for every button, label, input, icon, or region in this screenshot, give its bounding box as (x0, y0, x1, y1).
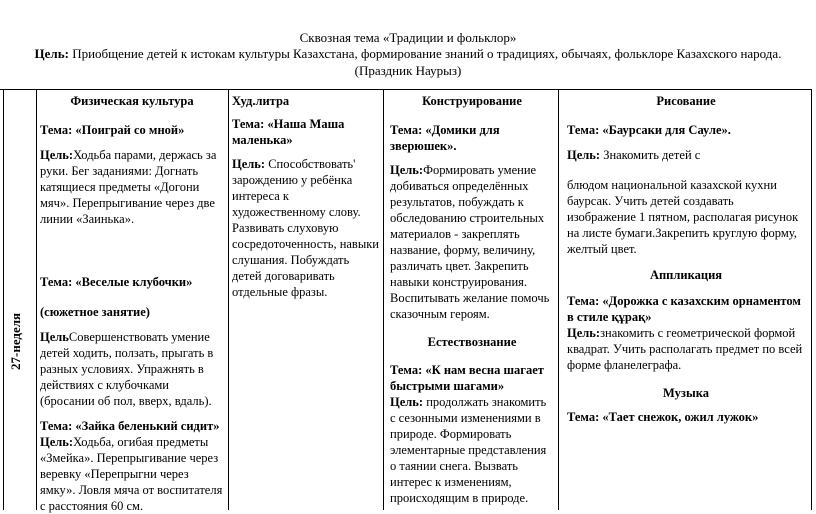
table-border-1 (36, 89, 37, 510)
goal-label: Цель: (232, 157, 266, 171)
column-drawing (567, 93, 805, 425)
table-border-4 (558, 89, 559, 510)
goal-text: Знакомить детей с (600, 148, 701, 162)
topic-2-note: (сюжетное занятие) (40, 305, 150, 319)
goal-label: Цель: (567, 326, 601, 340)
goal-1 (40, 147, 224, 227)
schedule-table (0, 89, 816, 513)
goal-1 (232, 156, 380, 300)
goal-text: Формировать умение добиваться определённых результатов, побуждать к обследованию строительных материалов - закреплять название, форму, величину, различать цвет. Закрепить навыки конструирования. Воспитывать желание помочь сказочным героям. (390, 163, 550, 321)
topic-2: Тема: «Дорожка с казахским орнаментом в стиле құрақ» (567, 294, 801, 324)
subject-title: Естествознание (427, 335, 517, 349)
column-literature (232, 93, 380, 300)
goal-label: Цель (40, 330, 69, 344)
column-physical-education (40, 93, 224, 514)
column-title: Худ.литра (232, 94, 290, 108)
goal-1-continued: блюдом национальной казахской кухни баурсак. Учить детей создавать изображение 1 пятном, располагая рисунок на листе бумаги.Закрепить круглую форму, желтый цвет. (567, 178, 799, 256)
topic-1: Тема: «Поиграй со мной» (40, 123, 185, 137)
table-border-right (811, 89, 812, 510)
topic-1: Тема: «Баурсаки для Сауле». (567, 123, 731, 137)
subject-title-2: Музыка (663, 386, 709, 400)
header-goal-text: Приобщение детей к истокам культуры Казахстана, формирование знаний о традициях, обычаях, фольклоре Казахского народа. (68, 46, 782, 61)
goal-text: Ходьба парами, держась за руки. Бег заданиями: Догнать катящиеся предметы «Догони мяч». Перепрыгивание через две линии «Заинька». (40, 148, 217, 226)
column-title: Рисование (656, 94, 716, 108)
week-label: 27-неделя (8, 312, 23, 370)
topic-3: Тема: «Зайка беленький сидит» (40, 419, 220, 433)
goal-text: Ходьба, огибая предметы «Змейка». Перепрыгивание через веревку «Перепрыгни через ямку». Ловля мяча от воспитателя с расстояния 60 см. (40, 435, 223, 513)
goal-text: знакомить с геометрической формой квадрат. Учить располагать предмет по всей форме фланелеграфа. (567, 326, 803, 372)
goal-2 (390, 394, 554, 506)
goal-2 (567, 325, 805, 373)
table-border-2 (228, 89, 229, 510)
header-goal-label: Цель: (34, 46, 69, 61)
goal-text: Способствовать' зарождению у ребёнка интереса к художественному слову. Развивать слуховую сосредоточенность, навыки слушания. Побуждать детей договаривать отдельные фразы. (232, 157, 379, 299)
goal-label: Цель: (567, 148, 601, 162)
goal-text: продолжать знакомить с сезонными изменениями в природе. Формировать элементарные представления о таянии снега. Вызвать интерес к изменениям, происходящим в природе. (390, 395, 547, 505)
topic-1: Тема: «Наша Маша маленька» (232, 117, 345, 147)
column-construction (390, 93, 554, 506)
column-title: Конструирование (422, 94, 522, 108)
topic-2: Тема: «К нам весна шагает быстрыми шагами» (390, 363, 544, 393)
goal-text: Совершенствовать умение детей ходить, ползать, прыгать в разных условиях. Упражнять в действиях с клубочками (бросании об пол, вверх, вдаль). (40, 330, 214, 408)
header-line-1: Сквозная тема «Традиции и фольклор» (299, 30, 517, 45)
goal-label: Цель: (390, 163, 424, 177)
topic-3: Тема: «Тает снежок, ожил лужок» (567, 410, 759, 424)
column-title: Физическая культура (70, 94, 194, 108)
goal-1 (390, 162, 554, 322)
table-top-border (0, 89, 812, 90)
goal-1 (567, 147, 805, 163)
goal-label: Цель: (40, 148, 74, 162)
subject-title: Аппликация (649, 268, 723, 282)
table-border-3 (383, 89, 384, 510)
header-goal (0, 46, 816, 62)
header-line-3: (Праздник Наурыз) (354, 63, 462, 78)
goal-label: Цель: (390, 395, 424, 409)
table-border-left (3, 89, 4, 510)
goal-3 (40, 434, 224, 514)
goal-label: Цель: (40, 435, 74, 449)
topic-2: Тема: «Веселые клубочки» (40, 275, 193, 289)
goal-2 (40, 329, 224, 409)
topic-1: Тема: «Домики для зверюшек». (390, 123, 500, 153)
